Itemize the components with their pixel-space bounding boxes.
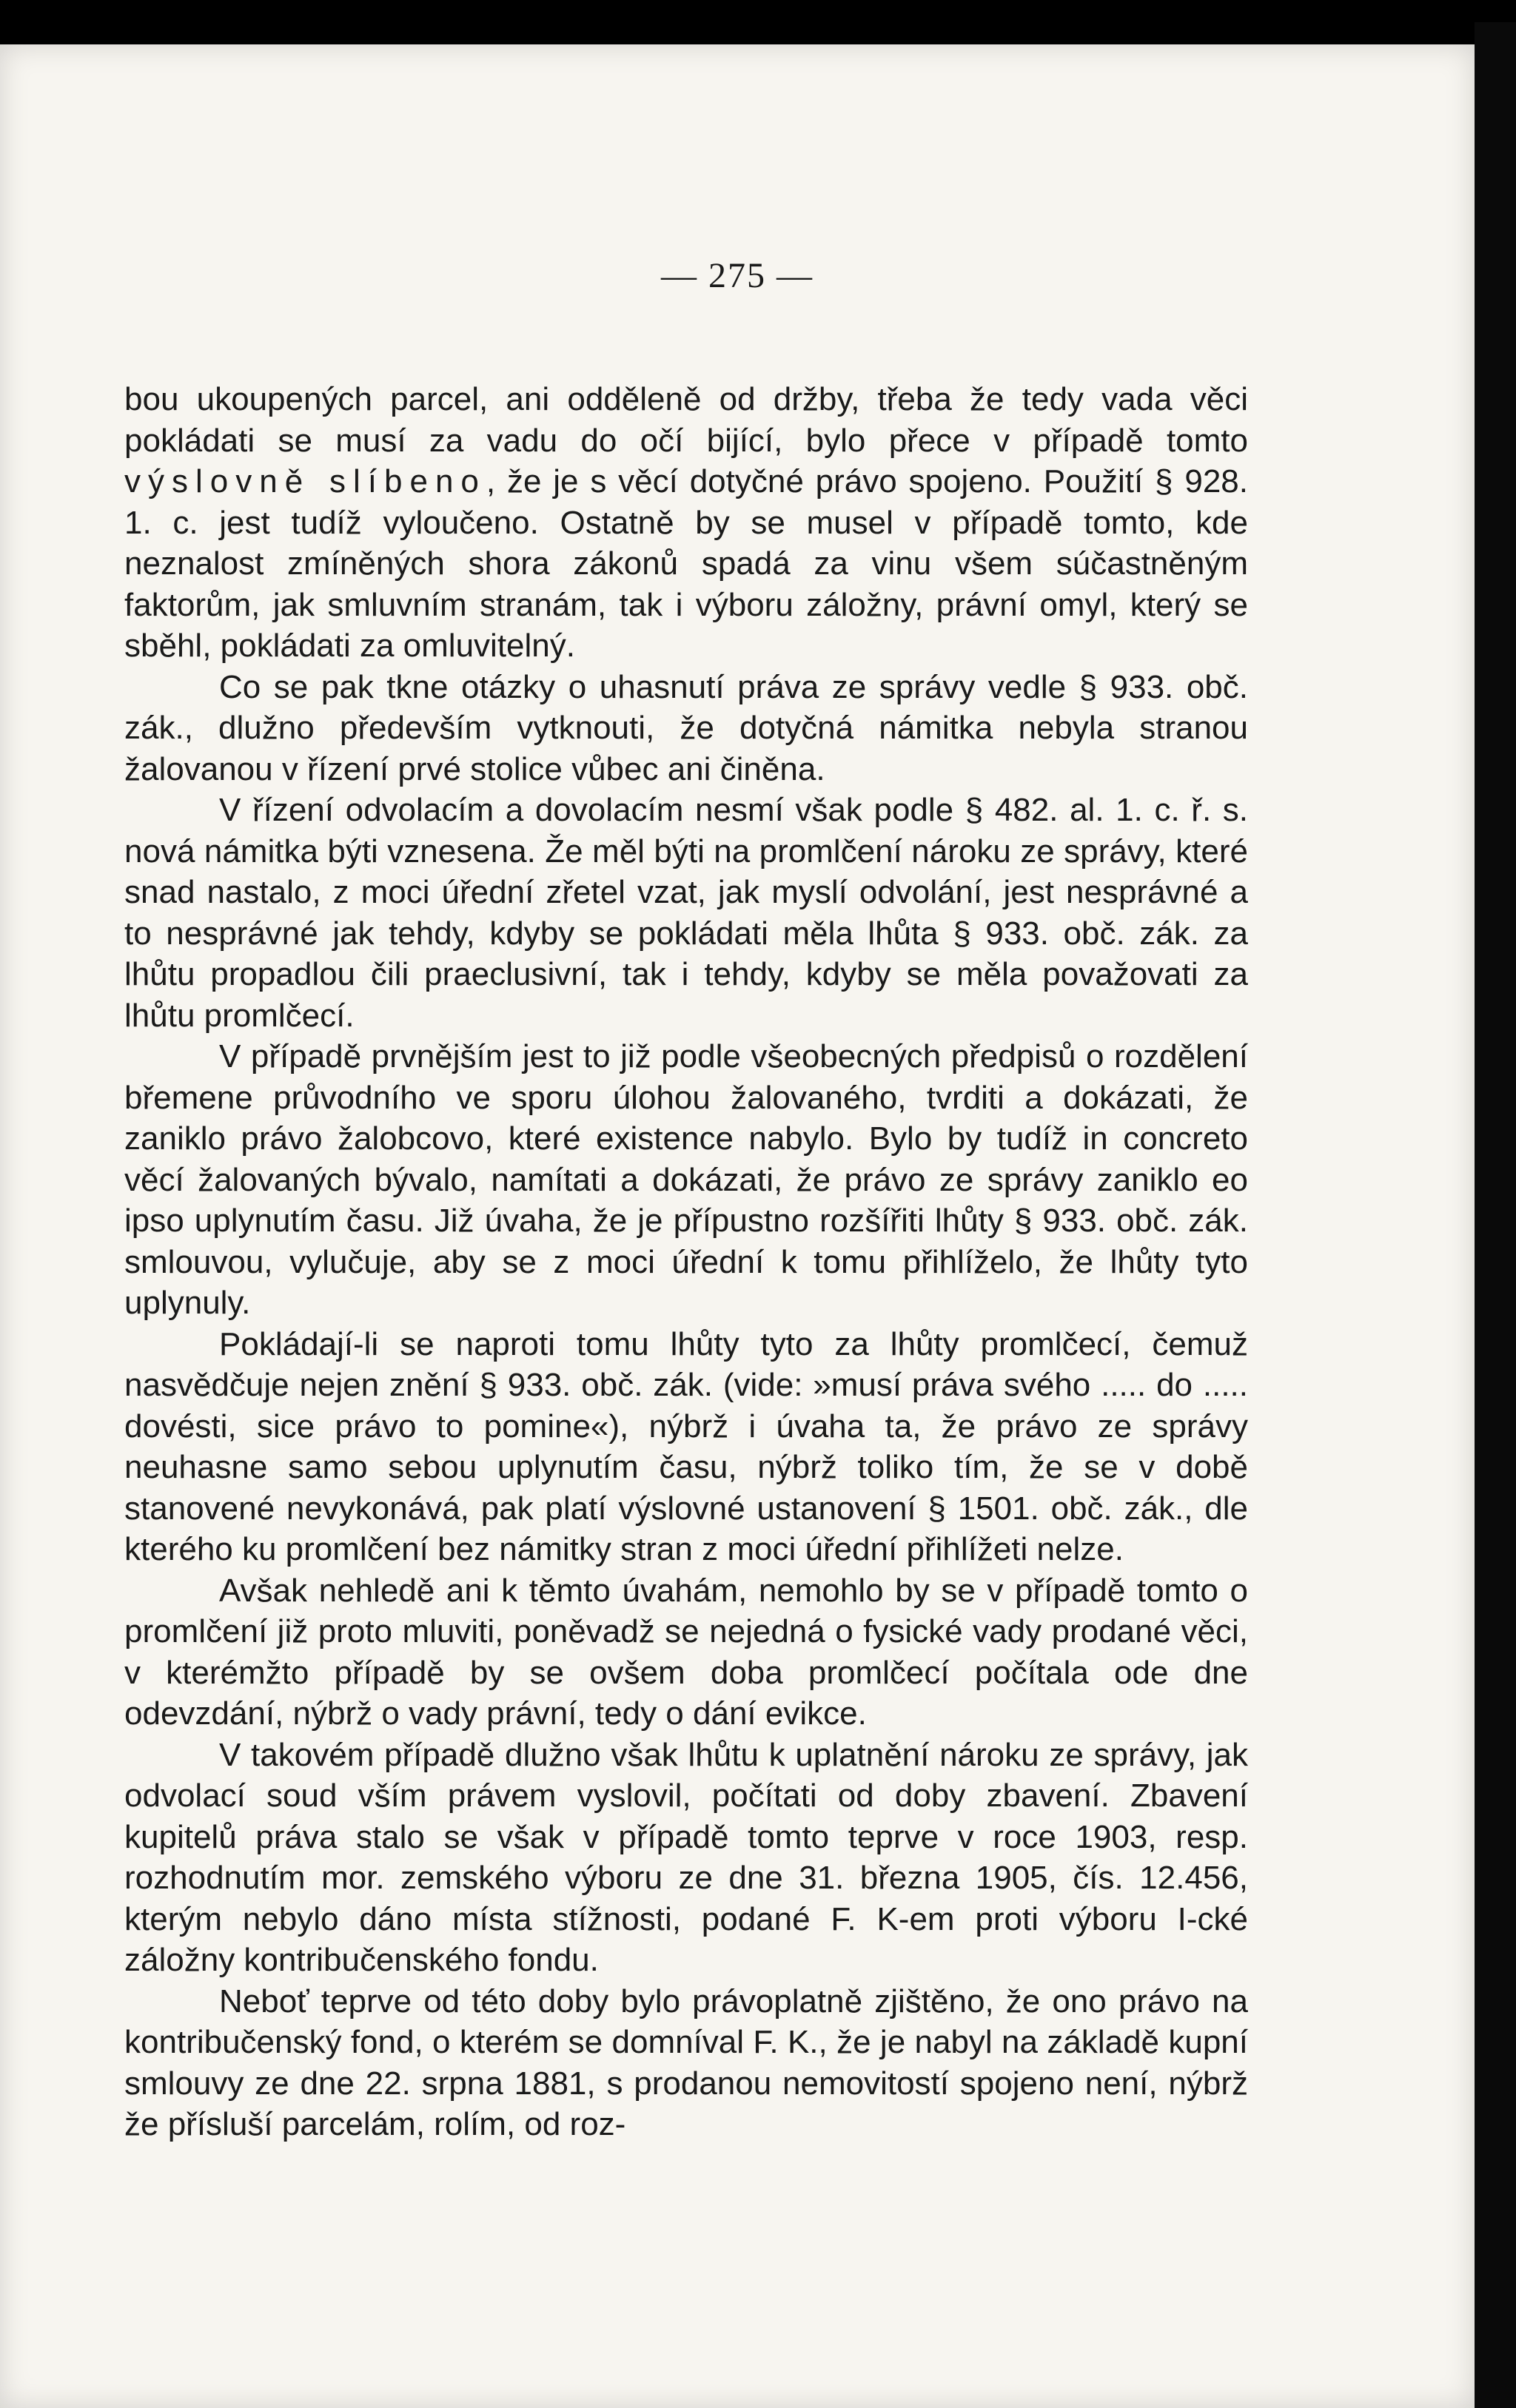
paragraph-1-text-start: bou ukoupených parcel, ani odděleně od držby, třeba že tedy vada věci pokládati se musí za vadu do očí bijící, bylo přece v případě tomto [124,381,1248,459]
paragraph-5: Pokládají-li se naproti tomu lhůty tyto za lhůty promlčecí, čemuž nasvědčuje nejen znění § 933. obč. zák. (vide: »musí práva svého ..... do ..... dovésti, sice právo to pomine«), nýbrž i úvaha ta, že právo ze správy neuhasne samo sebou uplynutím času, nýbrž toliko tím, že se v době stanovené nevykonává, pak platí výslovné ustanovení § 1501. obč. zák., dle kterého ku promlčení bez námitky stran z moci úřední přihlížeti nelze. [124,1325,1248,1567]
page-edge-shadow [1475,22,1516,2408]
paragraph-8: Neboť teprve od této doby bylo právoplatně zjištěno, že ono právo na kontribučenský fond, o kterém se domníval F. K., že je nabyl na základě kupní smlouvy ze dne 22. srpna 1881, s prodanou nemovitostí spojeno není, nýbrž že přísluší parcelám, rolím, od roz- [124,1982,1248,2142]
paragraph-6: Avšak nehledě ani k těmto úvahám, nemohlo by se v případě tomto o promlčení již proto mluviti, poněvadž se nejedná o fysické vady prodané věci, v kterémžto případě by se ovšem doba promlčecí počítala ode dne odevzdání, nýbrž o vady právní, tedy o dání evikce. [124,1572,1248,1732]
book-page [0,44,1475,2408]
emphasized-phrase: výslovně slíbeno [124,463,486,500]
page-number: — 275 — [661,256,814,295]
paragraph-7: V takovém případě dlužno však lhůtu k uplatnění nároku ze správy, jak odvolací soud vším právem vyslovil, počítati od doby zbavení. Zbavení kupitelů práva stalo se však v případě tomto teprve v roce 1903, resp. rozhodnutím mor. zemského výboru ze dne 31. března 1905, čís. 12.456, kterým nebylo dáno místa stížnosti, podané F. K-em proti výboru I-cké záložny kontribučenského fondu. [124,1736,1248,1978]
body-text [124,379,1248,2145]
paragraph-2: Co se pak tkne otázky o uhasnutí práva ze správy vedle § 933. obč. zák., dlužno především vytknouti, že dotyčná námitka nebyla stranou žalovanou v řízení prvé stolice vůbec ani činěna. [124,668,1248,787]
paragraph-4: V případě prvnějším jest to již podle všeobecných předpisů o rozdělení břemene průvodního ve sporu úlohou žalovaného, tvrditi a dokázati, že zaniklo právo žalobcovo, které existence nabylo. Bylo by tudíž in concreto věcí žalovaných bývalo, namítati a dokázati, že právo ze správy zaniklo eo ipso uplynutím času. Již úvaha, že je přípustno rozšířiti lhůty § 933. obč. zák. smlouvou, vylučuje, aby se z moci úřední k tomu přihlíželo, že lhůty tyto uplynuly. [124,1038,1248,1321]
paragraph-1 [124,379,1248,667]
paragraph-1-text-end: , že je s věcí dotyčné právo spojeno. Použití § 928. 1. c. jest tudíž vyloučeno. Ostatně by se musel v případě tomto, kde neznalost zmíněných shora zákonů spadá za vinu všem súčastněným faktorům, jak smluvním stranám, tak i výboru záložny, právní omyl, který se sběhl, pokládati za omluvitelný. [124,463,1249,664]
paragraph-3: V řízení odvolacím a dovolacím nesmí však podle § 482. al. 1. c. ř. s. nová námitka býti vznesena. Že měl býti na promlčení nároku ze správy, které snad nastalo, z moci úřední zřetel vzat, jak myslí odvolání, jest nesprávné a to nesprávné jak tehdy, kdyby se pokládati měla lhůta § 933. obč. zák. za lhůtu propadlou čili praeclusivní, tak i tehdy, kdyby se měla považovati za lhůtu promlčecí. [124,792,1248,1034]
